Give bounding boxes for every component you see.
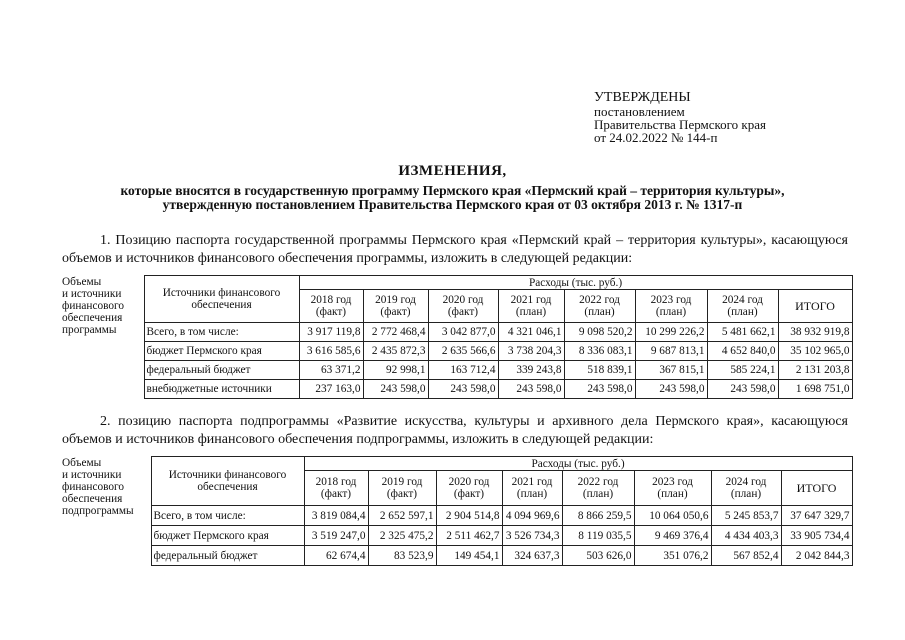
table-1-total-header: ИТОГО: [778, 290, 852, 323]
table-1-expense-header: Расходы (тыс. руб.): [299, 276, 852, 290]
table-cell: 8 119 035,5: [562, 526, 634, 546]
table-2-year-header: 2021 год (план): [502, 471, 562, 506]
table-cell: 367 815,1: [635, 361, 707, 380]
table-cell: 243 598,0: [707, 380, 778, 399]
table-cell: 243 598,0: [428, 380, 498, 399]
table-row: [61, 526, 852, 546]
table-cell: 10 299 226,2: [635, 323, 707, 342]
subtitle-line-1: которые вносятся в государственную программу Пермского края «Пермский край – территория культуры»,: [120, 183, 785, 198]
table-cell: 3 526 734,3: [502, 526, 562, 546]
table-cell: 92 998,1: [363, 361, 428, 380]
paragraph-2: [62, 413, 848, 449]
table-1-year-header: 2020 год (факт): [428, 290, 498, 323]
table-cell: 585 224,1: [707, 361, 778, 380]
document-title: ИЗМЕНЕНИЯ,: [398, 163, 507, 179]
table-cell: 3 738 204,3: [498, 342, 564, 361]
table-1-year-header: 2024 год (план): [707, 290, 778, 323]
table-cell: 243 598,0: [363, 380, 428, 399]
approval-line-1: постановлением: [594, 104, 685, 119]
table-cell: 518 839,1: [564, 361, 635, 380]
table-1-year-header: 2023 год (план): [635, 290, 707, 323]
table-1-row-name: Всего, в том числе:: [144, 323, 299, 342]
table-1-year-header: 2022 год (план): [564, 290, 635, 323]
table-cell: 8 866 259,5: [562, 506, 634, 526]
table-cell: 2 635 566,6: [428, 342, 498, 361]
table-2-year-header: 2024 год (план): [711, 471, 781, 506]
table-cell: 10 064 050,6: [634, 506, 711, 526]
approval-stamp: [594, 91, 824, 144]
table-1-row-name: федеральный бюджет: [144, 361, 299, 380]
table-1-row-name: бюджет Пермского края: [144, 342, 299, 361]
document-subtitle: [30, 184, 875, 212]
table-cell: 2 042 844,3: [781, 546, 852, 566]
paragraph-1: [62, 232, 848, 268]
table-cell: 324 637,3: [502, 546, 562, 566]
table-cell: 3 819 084,4: [304, 506, 368, 526]
table-cell: 9 469 376,4: [634, 526, 711, 546]
approval-line-3: от 24.02.2022 № 144-п: [594, 130, 718, 145]
table-cell: 2 511 462,7: [436, 526, 502, 546]
table-cell: 243 598,0: [635, 380, 707, 399]
table-cell: 3 616 585,6: [299, 342, 363, 361]
table-cell: 2 652 597,1: [368, 506, 436, 526]
table-cell: 38 932 919,8: [778, 323, 852, 342]
approval-title: УТВЕРЖДЕНЫ: [594, 90, 691, 105]
table-cell: 4 321 046,1: [498, 323, 564, 342]
paragraph-2-text: 2. позицию паспорта подпрограммы «Развитие искусства, культуры и архивного дела Пермского края», касающуюся объемов и источников финансового обеспечения подпрограммы, изложить в следующей редакции:: [62, 414, 848, 447]
table-cell: 3 917 119,8: [299, 323, 363, 342]
table-2-row-name: Всего, в том числе:: [151, 506, 304, 526]
table-row: [61, 323, 852, 342]
table-2-year-header: 2018 год (факт): [304, 471, 368, 506]
table-2-year-header: 2022 год (план): [562, 471, 634, 506]
table-1-label: Объемы и источники финансового обеспечения программы: [62, 275, 125, 336]
table-cell: 35 102 965,0: [778, 342, 852, 361]
table-cell: 351 076,2: [634, 546, 711, 566]
table-2-source-header: Источники финансового обеспечения: [151, 457, 304, 506]
table-2-year-header: 2023 год (план): [634, 471, 711, 506]
table-1-source-header: Источники финансового обеспечения: [144, 276, 299, 323]
table-cell: 9 098 520,2: [564, 323, 635, 342]
table-row: [61, 342, 852, 361]
table-cell: 3 519 247,0: [304, 526, 368, 546]
table-cell: 62 674,4: [304, 546, 368, 566]
table-cell: 33 905 734,4: [781, 526, 852, 546]
table-row: [61, 380, 852, 399]
subtitle-line-2: утвержденную постановлением Правительства Пермского края от 03 октября 2013 г. № 1317-п: [162, 197, 743, 212]
table-2-total-header: ИТОГО: [781, 471, 852, 506]
table-cell: 63 371,2: [299, 361, 363, 380]
table-cell: 243 598,0: [564, 380, 635, 399]
table-cell: 243 598,0: [498, 380, 564, 399]
table-row: [61, 361, 852, 380]
table-cell: 5 245 853,7: [711, 506, 781, 526]
table-cell: 83 523,9: [368, 546, 436, 566]
table-cell: 503 626,0: [562, 546, 634, 566]
table-cell: 2 325 475,2: [368, 526, 436, 546]
table-cell: 4 094 969,6: [502, 506, 562, 526]
paragraph-1-text: 1. Позицию паспорта государственной программы Пермского края «Пермский край – территория культуры», касающуюся объемов и источников финансового обеспечения программы, изложить в следующей редакции:: [62, 233, 848, 266]
subprogram-financing-table: [61, 456, 853, 566]
table-cell: 149 454,1: [436, 546, 502, 566]
table-cell: 3 042 877,0: [428, 323, 498, 342]
table-cell: 2 131 203,8: [778, 361, 852, 380]
table-1-row-name: внебюджетные источники: [144, 380, 299, 399]
table-cell: 4 652 840,0: [707, 342, 778, 361]
table-cell: 163 712,4: [428, 361, 498, 380]
program-financing-table: [61, 275, 853, 399]
table-2-label: Объемы и источники финансового обеспечения подпрограммы: [62, 456, 134, 517]
table-cell: 2 435 872,3: [363, 342, 428, 361]
table-cell: 2 772 468,4: [363, 323, 428, 342]
table-cell: 5 481 662,1: [707, 323, 778, 342]
table-cell: 1 698 751,0: [778, 380, 852, 399]
table-cell: 37 647 329,7: [781, 506, 852, 526]
table-cell: 567 852,4: [711, 546, 781, 566]
table-2-expense-header: Расходы (тыс. руб.): [304, 457, 852, 471]
table-1-year-header: 2018 год (факт): [299, 290, 363, 323]
table-2-year-header: 2019 год (факт): [368, 471, 436, 506]
table-1-year-header: 2019 год (факт): [363, 290, 428, 323]
table-2-row-name: федеральный бюджет: [151, 546, 304, 566]
table-cell: 9 687 813,1: [635, 342, 707, 361]
table-cell: 339 243,8: [498, 361, 564, 380]
table-cell: 237 163,0: [299, 380, 363, 399]
table-2-row-name: бюджет Пермского края: [151, 526, 304, 546]
approval-line-2: Правительства Пермского края: [594, 117, 766, 132]
table-row: [61, 506, 852, 526]
table-2-year-header: 2020 год (факт): [436, 471, 502, 506]
table-cell: 8 336 083,1: [564, 342, 635, 361]
table-row: [61, 546, 852, 566]
table-cell: 4 434 403,3: [711, 526, 781, 546]
table-1-year-header: 2021 год (план): [498, 290, 564, 323]
table-cell: 2 904 514,8: [436, 506, 502, 526]
